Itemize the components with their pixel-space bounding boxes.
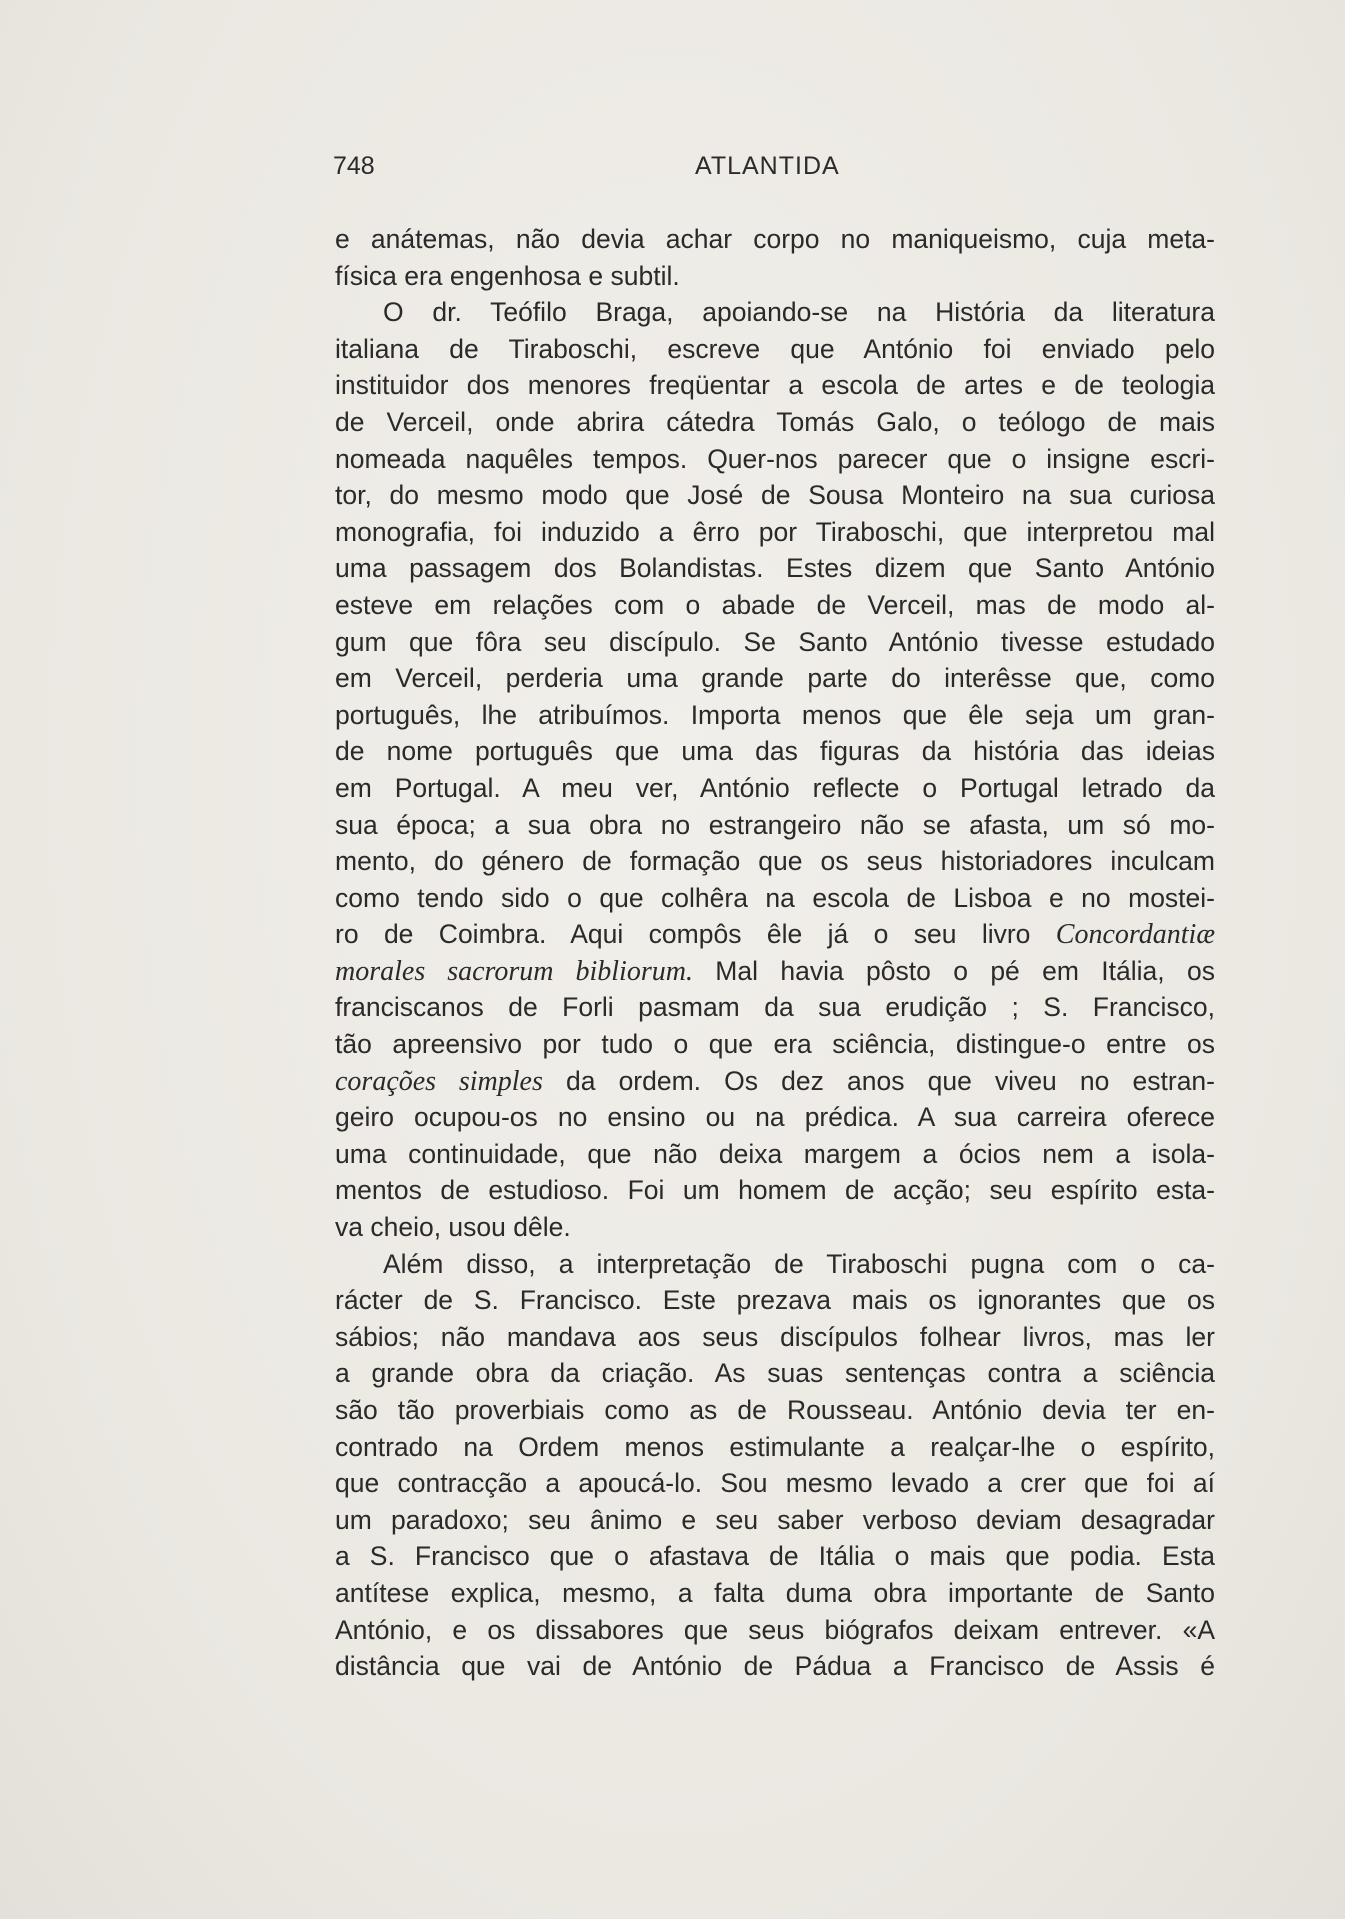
text-line	[335, 770, 1215, 807]
text-line	[335, 1502, 1215, 1539]
text-line	[335, 550, 1215, 587]
text-segment: sábios; não mandava aos seus discípulos folhear livros, mas ler	[335, 1321, 1215, 1352]
text-line	[335, 1026, 1215, 1063]
text-line	[335, 1575, 1215, 1612]
text-line	[335, 1099, 1215, 1136]
text-line	[335, 1172, 1215, 1209]
text-segment: ro de Coimbra. Aqui compôs êle já o seu livro	[335, 919, 1056, 950]
text-segment: sua época; a sua obra no estrangeiro não se afasta, um só mo-	[335, 809, 1215, 840]
text-line	[335, 1063, 1215, 1100]
text-line	[335, 880, 1215, 917]
text-segment: de Verceil, onde abrira cátedra Tomás Galo, o teólogo de mais	[335, 406, 1215, 437]
text-segment: tor, do mesmo modo que José de Sousa Monteiro na sua curiosa	[335, 480, 1215, 511]
text-segment: a S. Francisco que o afastava de Itália o mais que podia. Esta	[335, 1541, 1215, 1572]
text-segment: nomeada naquêles tempos. Quer-nos parecer que o insigne escri-	[335, 443, 1215, 474]
body-text	[335, 221, 1215, 1685]
text-line	[335, 843, 1215, 880]
text-segment: em Portugal. A meu ver, António reflecte o Portugal letrado da	[335, 772, 1215, 803]
text-segment: a grande obra da criação. As suas sentenças contra a sciência	[335, 1358, 1215, 1389]
text-line	[335, 294, 1215, 331]
text-segment: mentos de estudioso. Foi um homem de acção; seu espírito esta-	[335, 1175, 1215, 1206]
text-segment: va cheio, usou dêle.	[335, 1212, 571, 1243]
text-line	[335, 624, 1215, 661]
italic-text: Concordantiæ	[1055, 919, 1215, 951]
text-segment: contrado na Ordem menos estimulante a realçar-lhe o espírito,	[335, 1431, 1215, 1462]
text-segment: Mal havia pôsto o pé em Itália, os	[692, 955, 1215, 986]
text-line	[335, 733, 1215, 770]
text-segment: tão apreensivo por tudo o que era sciência, distingue-o entre os	[335, 1029, 1215, 1060]
text-line	[335, 331, 1215, 368]
text-segment: franciscanos de Forli pasmam da sua erudição ; S. Francisco,	[335, 992, 1215, 1023]
text-line	[335, 441, 1215, 478]
text-segment: uma passagem dos Bolandistas. Estes dizem que Santo António	[335, 553, 1215, 584]
text-segment: António, e os dissabores que seus biógrafos deixam entrever. «A	[335, 1614, 1215, 1645]
text-segment: que contracção a apoucá-lo. Sou mesmo levado a crer que foi aí	[335, 1468, 1215, 1499]
text-line	[335, 807, 1215, 844]
text-segment: instituidor dos menores freqüentar a escola de artes e de teologia	[335, 370, 1215, 401]
text-segment: gum que fôra seu discípulo. Se Santo António tivesse estudado	[335, 626, 1215, 657]
text-segment: monografia, foi induzido a êrro por Tiraboschi, que interpretou mal	[335, 516, 1215, 547]
text-line	[335, 514, 1215, 551]
text-segment: O dr. Teófilo Braga, apoiando-se na História da literatura	[383, 297, 1215, 328]
text-segment: português, lhe atribuímos. Importa menos que êle seja um gran-	[335, 699, 1215, 730]
text-segment: distância que vai de António de Pádua a Francisco de Assis é	[335, 1651, 1215, 1682]
text-line	[335, 477, 1215, 514]
text-line	[335, 953, 1215, 990]
running-title: ATLANTIDA	[695, 152, 840, 180]
text-line	[335, 404, 1215, 441]
text-segment: em Verceil, perderia uma grande parte do interêsse que, como	[335, 663, 1215, 694]
text-segment: esteve em relações com o abade de Verceil, mas de modo al-	[335, 589, 1215, 620]
text-segment: rácter de S. Francisco. Este prezava mais os ignorantes que os	[335, 1285, 1215, 1316]
text-line	[335, 1648, 1215, 1685]
text-segment: e anátemas, não devia achar corpo no maniqueismo, cuja meta-	[335, 224, 1215, 254]
text-line	[335, 1429, 1215, 1466]
text-line	[335, 1246, 1215, 1283]
text-segment: física era engenhosa e subtil.	[335, 260, 680, 291]
text-segment: como tendo sido o que colhêra na escola de Lisboa e no mostei-	[335, 882, 1215, 913]
page-number: 748	[333, 152, 375, 180]
text-line	[335, 258, 1215, 295]
text-segment: da ordem. Os dez anos que viveu no estran-	[542, 1065, 1215, 1096]
text-segment: antítese explica, mesmo, a falta duma obra importante de Santo	[335, 1577, 1215, 1608]
text-line	[335, 1465, 1215, 1502]
text-line	[335, 1392, 1215, 1429]
text-line	[335, 1282, 1215, 1319]
text-line	[335, 989, 1215, 1026]
text-segment: italiana de Tiraboschi, escreve que António foi enviado pelo	[335, 333, 1215, 364]
text-segment: um paradoxo; seu ânimo e seu saber verboso deviam desagradar	[335, 1504, 1215, 1535]
text-line	[335, 221, 1215, 258]
text-line	[335, 587, 1215, 624]
text-segment: geiro ocupou-os no ensino ou na prédica. A sua carreira oferece	[335, 1102, 1215, 1133]
text-line	[335, 660, 1215, 697]
text-line	[335, 1209, 1215, 1246]
text-line	[335, 1319, 1215, 1356]
text-line	[335, 1136, 1215, 1173]
italic-text: morales sacrorum bibliorum.	[335, 955, 693, 987]
text-line	[335, 1538, 1215, 1575]
text-line	[335, 1355, 1215, 1392]
text-segment: são tão proverbiais como as de Rousseau. António devia ter en-	[335, 1395, 1215, 1425]
text-line	[335, 916, 1215, 953]
text-segment: de nome português que uma das figuras da história das ideias	[335, 736, 1215, 767]
text-line	[335, 697, 1215, 734]
italic-text: corações simples	[335, 1065, 543, 1097]
text-line	[335, 367, 1215, 404]
text-segment: mento, do género de formação que os seus historiadores inculcam	[335, 846, 1215, 877]
text-segment: Além disso, a interpretação de Tiraboschi pugna com o ca-	[383, 1248, 1215, 1279]
page-header	[333, 152, 1211, 192]
text-segment: uma continuidade, que não deixa margem a ócios nem a isola-	[335, 1138, 1215, 1169]
text-line	[335, 1612, 1215, 1649]
